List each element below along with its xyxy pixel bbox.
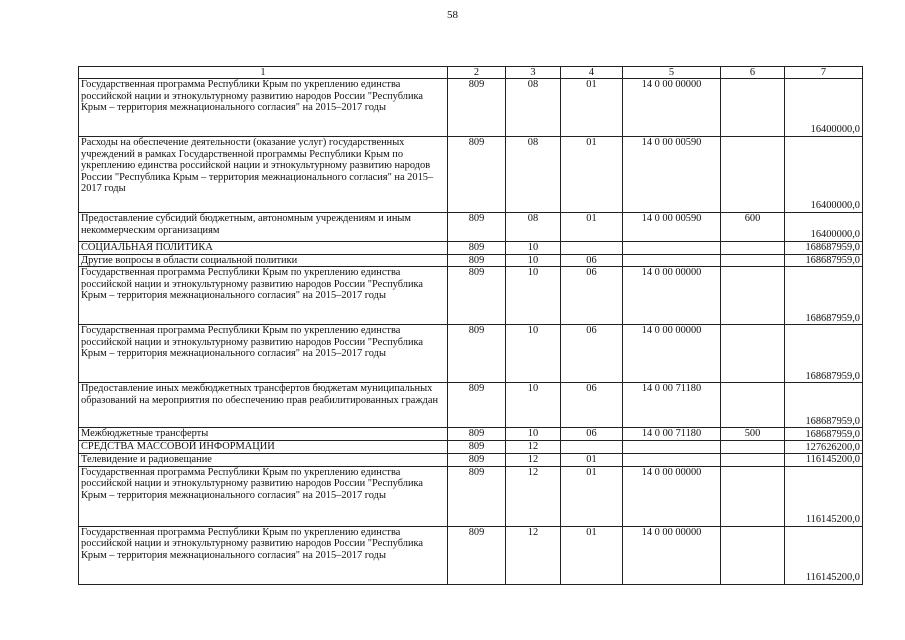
row-sum-cell: 127626200,0 [785,441,863,454]
row-ved-cell: 809 [448,325,506,383]
row-target-article-cell: 14 0 00 00590 [623,213,721,242]
row-ved-cell: 809 [448,79,506,137]
table-row [79,242,863,255]
row-ved-cell: 809 [448,383,506,428]
row-name-cell: Государственная программа Республики Крым по укреплению единства российской нации и этнокультурному развитию народов России "Республика Крым – территория межнационального согласия" на 2015–2017 годы [79,79,448,137]
row-ved-cell: 809 [448,267,506,325]
table-row [79,79,863,137]
row-target-article-cell: 14 0 00 00000 [623,466,721,526]
row-expense-type-cell [721,325,785,383]
row-sum-cell: 168687959,0 [785,325,863,383]
row-expense-type-cell [721,254,785,267]
row-expense-type-cell [721,441,785,454]
row-sum-cell: 116145200,0 [785,466,863,526]
row-ved-cell: 809 [448,466,506,526]
row-section-cell: 10 [506,383,561,428]
row-name-cell: Межбюджетные трансферты [79,428,448,441]
row-name-cell: Предоставление субсидий бюджетным, автономным учреждениям и иным некоммерческим организациям [79,213,448,242]
row-target-article-cell: 14 0 00 71180 [623,428,721,441]
row-expense-type-cell [721,79,785,137]
row-ved-cell: 809 [448,454,506,467]
row-target-article-cell [623,242,721,255]
page-number: 58 [447,9,458,21]
table-row [79,526,863,584]
table-body [79,79,863,585]
row-subsection-cell: 01 [561,526,623,584]
row-ved-cell: 809 [448,441,506,454]
row-subsection-cell: 01 [561,137,623,213]
row-section-cell: 10 [506,267,561,325]
row-sum-cell: 168687959,0 [785,254,863,267]
row-section-cell: 10 [506,242,561,255]
header-cell: 4 [561,67,623,79]
row-target-article-cell: 14 0 00 00000 [623,79,721,137]
row-expense-type-cell [721,383,785,428]
row-sum-cell: 116145200,0 [785,454,863,467]
row-target-article-cell: 14 0 00 00000 [623,267,721,325]
row-expense-type-cell [721,242,785,255]
row-sum-cell: 168687959,0 [785,267,863,325]
row-subsection-cell: 06 [561,428,623,441]
row-ved-cell: 809 [448,213,506,242]
header-cell: 1 [79,67,448,79]
header-cell: 7 [785,67,863,79]
row-expense-type-cell: 600 [721,213,785,242]
header-cell: 6 [721,67,785,79]
table-row [79,428,863,441]
row-target-article-cell: 14 0 00 71180 [623,383,721,428]
table-row [79,454,863,467]
table-row [79,213,863,242]
budget-table [78,66,863,585]
row-name-cell: СРЕДСТВА МАССОВОЙ ИНФОРМАЦИИ [79,441,448,454]
row-subsection-cell: 01 [561,213,623,242]
row-section-cell: 10 [506,254,561,267]
row-expense-type-cell [721,454,785,467]
row-subsection-cell: 06 [561,383,623,428]
row-subsection-cell: 06 [561,325,623,383]
row-section-cell: 10 [506,325,561,383]
table-row [79,466,863,526]
row-subsection-cell: 06 [561,254,623,267]
row-sum-cell: 168687959,0 [785,242,863,255]
row-section-cell: 12 [506,454,561,467]
row-target-article-cell: 14 0 00 00000 [623,325,721,383]
table-row [79,137,863,213]
row-ved-cell: 809 [448,137,506,213]
header-cell: 3 [506,67,561,79]
header-cell: 2 [448,67,506,79]
row-name-cell: Телевидение и радиовещание [79,454,448,467]
row-expense-type-cell [721,137,785,213]
row-target-article-cell: 14 0 00 00590 [623,137,721,213]
header-row [79,67,863,79]
row-section-cell: 10 [506,428,561,441]
row-ved-cell: 809 [448,526,506,584]
row-subsection-cell [561,441,623,454]
row-ved-cell: 809 [448,242,506,255]
row-expense-type-cell [721,526,785,584]
row-sum-cell: 168687959,0 [785,428,863,441]
row-name-cell: Расходы на обеспечение деятельности (оказание услуг) государственных учреждений в рамках Государственной программы Республики Крым по укреплению единства российской нации и этнокультурному развитию народов России "Республика Крым – территория межнационального согласия" на 2015–2017 годы [79,137,448,213]
table-row [79,325,863,383]
row-name-cell: Государственная программа Республики Крым по укреплению единства российской нации и этнокультурному развитию народов России "Республика Крым – территория межнационального согласия" на 2015–2017 годы [79,325,448,383]
row-expense-type-cell [721,267,785,325]
row-section-cell: 08 [506,213,561,242]
row-name-cell: СОЦИАЛЬНАЯ ПОЛИТИКА [79,242,448,255]
row-name-cell: Государственная программа Республики Крым по укреплению единства российской нации и этнокультурному развитию народов России "Республика Крым – территория межнационального согласия" на 2015–2017 годы [79,526,448,584]
row-name-cell: Государственная программа Республики Крым по укреплению единства российской нации и этнокультурному развитию народов России "Республика Крым – территория межнационального согласия" на 2015–2017 годы [79,267,448,325]
row-section-cell: 12 [506,526,561,584]
row-subsection-cell: 06 [561,267,623,325]
row-expense-type-cell: 500 [721,428,785,441]
row-sum-cell: 16400000,0 [785,213,863,242]
row-sum-cell: 116145200,0 [785,526,863,584]
row-section-cell: 08 [506,79,561,137]
row-sum-cell: 16400000,0 [785,79,863,137]
row-target-article-cell [623,441,721,454]
row-sum-cell: 168687959,0 [785,383,863,428]
row-ved-cell: 809 [448,254,506,267]
row-subsection-cell: 01 [561,466,623,526]
row-subsection-cell [561,242,623,255]
row-ved-cell: 809 [448,428,506,441]
row-section-cell: 12 [506,441,561,454]
row-name-cell: Предоставление иных межбюджетных трансфертов бюджетам муниципальных образований на мероприятия по обеспечению прав реабилитированных граждан [79,383,448,428]
row-name-cell: Государственная программа Республики Крым по укреплению единства российской нации и этнокультурному развитию народов России "Республика Крым – территория межнационального согласия" на 2015–2017 годы [79,466,448,526]
row-section-cell: 08 [506,137,561,213]
row-subsection-cell: 01 [561,454,623,467]
row-expense-type-cell [721,466,785,526]
row-subsection-cell: 01 [561,79,623,137]
row-target-article-cell [623,454,721,467]
table-row [79,254,863,267]
table-row [79,441,863,454]
table-row [79,267,863,325]
header-cell: 5 [623,67,721,79]
row-target-article-cell: 14 0 00 00000 [623,526,721,584]
row-section-cell: 12 [506,466,561,526]
row-sum-cell: 16400000,0 [785,137,863,213]
table-row [79,383,863,428]
row-name-cell: Другие вопросы в области социальной политики [79,254,448,267]
row-target-article-cell [623,254,721,267]
